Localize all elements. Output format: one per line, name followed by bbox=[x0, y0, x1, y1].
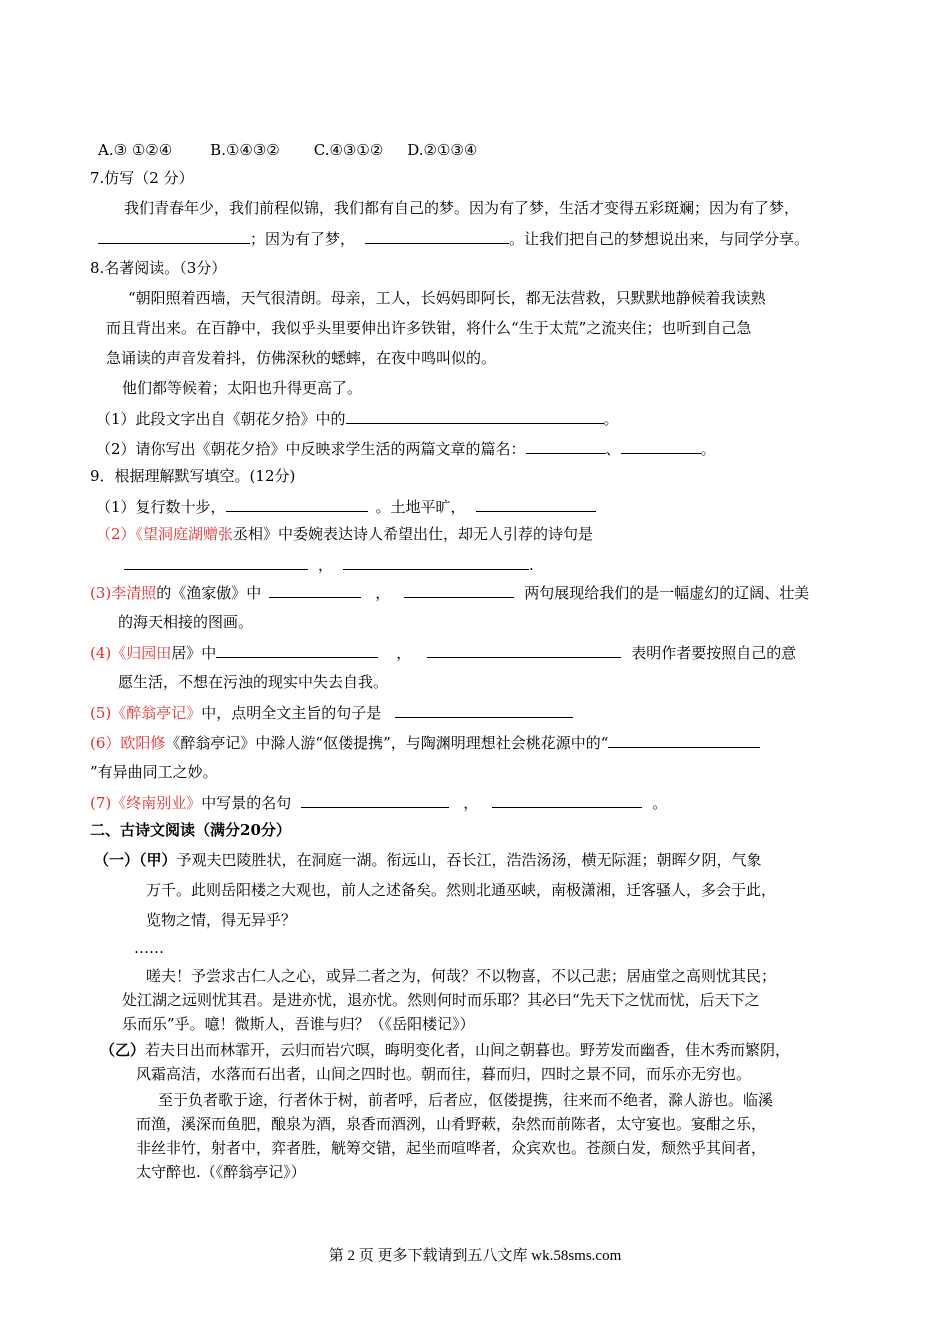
q9-item-4-cont: 愿生活，不想在污浊的现实中失去自我。 bbox=[118, 673, 389, 691]
yi-line-4: 而渔，溪深而鱼肥，酿泉为酒，泉香而酒洌，山肴野蔌，杂然而前陈者，太守宴也。宴酣之乐， bbox=[136, 1115, 767, 1133]
jia-label: （一）（甲） bbox=[94, 851, 177, 869]
q9-blank-2b[interactable] bbox=[343, 554, 529, 570]
q8-passage-3: 急诵读的声音发着抖，仿佛深秋的蟋蟀，在夜中鸣叫似的。 bbox=[106, 349, 497, 367]
q9-blank-3a[interactable] bbox=[269, 582, 361, 598]
q8-blank-2[interactable] bbox=[526, 438, 606, 454]
q9-blank-7a[interactable] bbox=[301, 792, 449, 808]
q9-blank-4a[interactable] bbox=[216, 642, 378, 658]
yi-label: （乙） bbox=[100, 1041, 146, 1059]
q9-item-6-cont: ”有异曲同工之妙。 bbox=[90, 763, 218, 781]
q9-blank-1b[interactable] bbox=[476, 496, 596, 512]
q8-passage-1: “朝阳照着西墙，天气很清朗。母亲，工人，长妈妈即阿长，都无法营救，只默默地静候着我读熟 bbox=[128, 289, 766, 307]
q6-option-d: D.②①③④ bbox=[407, 141, 478, 159]
yi-line-2: 风霜高洁，水落而石出者，山间之四时也。朝而往，暮而归，四时之景不同，而乐亦无穷也。 bbox=[136, 1065, 752, 1083]
q7-prompt: 我们青春年少，我们前程似锦，我们都有自己的梦。因为有了梦，生活才变得五彩斑斓；因为有了梦， bbox=[124, 199, 800, 217]
q9-item-3: (3)李清照的《渔家傲》中 ， 两句展现给我们的是一幅虚幻的辽阔、壮美 bbox=[90, 584, 810, 602]
q7-title: 7.仿写（2 分） bbox=[90, 169, 194, 187]
q8-passage-4: 他们都等候着；太阳也升得更高了。 bbox=[122, 379, 363, 397]
q9-item-2: （2）《望洞庭湖赠张丞相》中委婉表达诗人希望出仕，却无人引荐的诗句是 bbox=[96, 525, 594, 543]
yi-line-6: 太守醉也.（《醉翁亭记》） bbox=[136, 1163, 306, 1181]
jia-line-4: 嗟夫！予尝求古仁人之心，或异二者之为，何哉？不以物喜，不以己悲；居庙堂之高则忧其民； bbox=[146, 967, 777, 985]
q9-item-6: (6）欧阳修《醉翁亭记》中滁人游“伛偻提携”，与陶渊明理想社会桃花源中的“ bbox=[90, 732, 760, 753]
q6-option-c: C.④③①② bbox=[313, 141, 384, 159]
q9-blank-5[interactable] bbox=[395, 702, 573, 718]
q9-blank-6[interactable] bbox=[608, 732, 760, 748]
jia-ellipsis: …… bbox=[134, 939, 164, 957]
q8-title: 8.名著阅读。（3分） bbox=[90, 259, 227, 277]
jia-line-1: （一）（甲）予观夫巴陵胜状，在洞庭一湖。衔远山，吞长江，浩浩汤汤，横无际涯；朝晖夕阴，气象 bbox=[94, 851, 762, 869]
q6-option-b: B.①④③② bbox=[210, 141, 280, 159]
q9-item-7: (7)《终南别业》中写景的名句 ， 。 bbox=[90, 794, 668, 812]
q9-item-2-blanks: ， . bbox=[124, 554, 534, 575]
q7-blank-1[interactable] bbox=[98, 228, 250, 244]
q8-sub-2: （2）请你写出《朝花夕拾》中反映求学生活的两篇文章的篇名： 、 。 bbox=[96, 440, 716, 458]
q9-blank-4b[interactable] bbox=[427, 642, 621, 658]
q8-blank-3[interactable] bbox=[621, 438, 701, 454]
jia-line-6: 乐而乐”乎。噫！微斯人，吾谁与归？（《岳阳楼记》） bbox=[122, 1015, 475, 1033]
q9-blank-1a[interactable] bbox=[226, 496, 368, 512]
q8-passage-2: 而且背出来。在百静中，我似乎头里要伸出许多铁钳，将什么“生于太荒”之流夹住；也听到自己急 bbox=[106, 319, 752, 337]
q7-fill-line: ；因为有了梦， 。让我们把自己的梦想说出来，与同学分享。 bbox=[98, 228, 809, 249]
q8-sub-1: （1）此段文字出自《朝花夕拾》中的 。 bbox=[96, 410, 619, 428]
yi-line-5: 非丝非竹，射者中，弈者胜，觥筹交错，起坐而喧哗者，众宾欢也。苍颜白发，颓然乎其间者， bbox=[136, 1139, 767, 1157]
q6-option-a: A.③ ①②④ bbox=[98, 141, 173, 159]
q9-item-3-cont: 的海天相接的图画。 bbox=[118, 613, 254, 631]
yi-line-1: （乙）若夫日出而林霏开，云归而岩穴暝，晦明变化者，山间之朝暮也。野芳发而幽香，佳木秀而繁阴， bbox=[100, 1041, 791, 1059]
q6-options bbox=[98, 140, 477, 160]
q9-blank-2a[interactable] bbox=[124, 554, 308, 570]
jia-line-5: 处江湖之远则忧其君。是进亦忧，退亦忧。然则何时而乐耶？其必曰“先天下之忧而忧，后天下之 bbox=[122, 991, 760, 1009]
page-footer: 第 2 页 更多下载请到五八文库 wk.58sms.com bbox=[328, 1248, 622, 1264]
q9-item-5: (5)《醉翁亭记》中，点明全文主旨的句子是 bbox=[90, 702, 573, 723]
q9-title: 9．根据理解默写填空。(12分) bbox=[90, 467, 296, 485]
jia-line-2: 万千。此则岳阳楼之大观也，前人之述备矣。然则北通巫峡，南极潇湘，迁客骚人，多会于此， bbox=[146, 881, 777, 899]
q9-item-4: (4)《归园田居》中 ， 表明作者要按照自己的意 bbox=[90, 644, 797, 662]
q9-blank-7b[interactable] bbox=[492, 792, 642, 808]
q9-item-1: （1）复行数十步， 。土地平旷， bbox=[96, 496, 596, 517]
yi-line-3: 至于负者歌于途，行者休于树，前者呼，后者应，伛偻提携，往来而不绝者，滁人游也。临溪 bbox=[158, 1091, 774, 1109]
q7-blank-2[interactable] bbox=[365, 228, 509, 244]
section2-title: 二、古诗文阅读（满分20分） bbox=[90, 821, 291, 839]
q9-blank-3b[interactable] bbox=[404, 582, 514, 598]
q8-blank-1[interactable] bbox=[346, 408, 604, 424]
jia-line-3: 览物之情，得无异乎？ bbox=[146, 911, 297, 929]
